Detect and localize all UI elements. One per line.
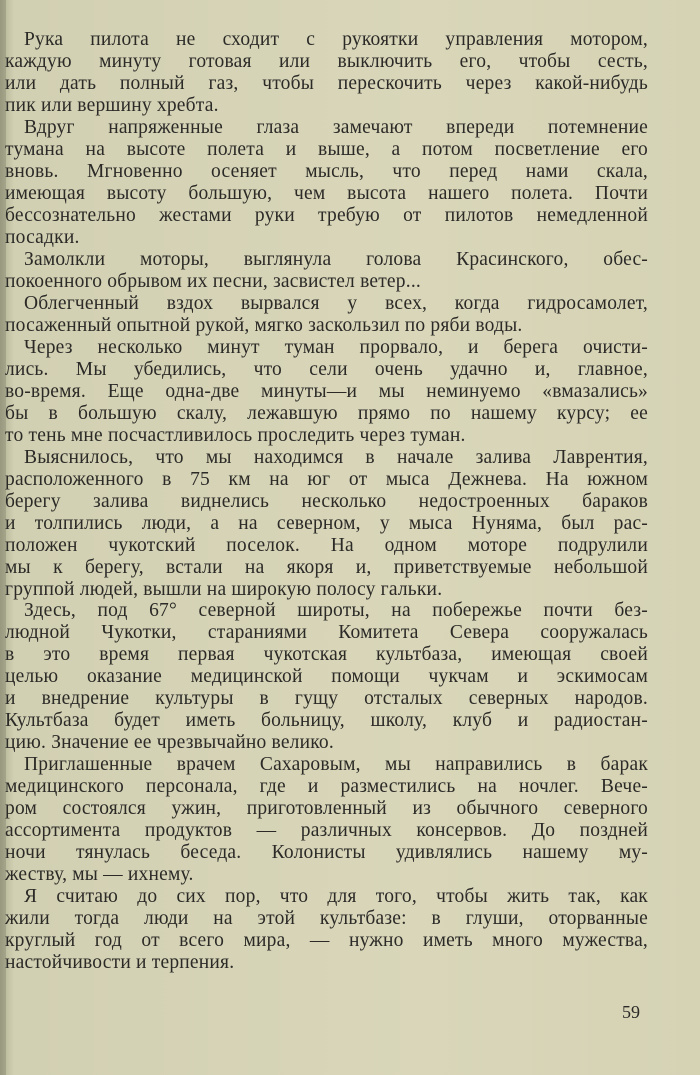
text-line: целью оказание медицинской помощи чукчам и эскимосам: [5, 666, 648, 688]
text-line: в это время первая чукотская культбаза, имеющая своей: [5, 644, 648, 666]
page-number: 59: [622, 1002, 640, 1022]
text-line: настойчивости и терпения.: [5, 952, 235, 974]
text-line: посадки.: [5, 226, 80, 248]
text-line: жеству, мы — ихнему.: [5, 864, 194, 886]
text-line: посаженный опытной рукой, мягко заскользил по ряби воды.: [5, 314, 523, 336]
text-line: положен чукотский поселок. На одном моторе подрулили: [5, 534, 648, 556]
text-line: Рука пилота не сходит с рукоятки управления мотором,: [24, 29, 648, 50]
text-line: бессознательно жестами руки требую от пилотов немедленной: [5, 204, 648, 226]
text-line: жили тогда люди на этой культбазе: в глуши, оторванные: [5, 908, 648, 930]
text-line: круглый год от всего мира, — нужно иметь много мужества,: [5, 930, 648, 952]
text-line: или дать полный газ, чтобы перескочить через какой-нибудь: [5, 72, 648, 94]
text-line: Облегченный вздох вырвался у всех, когда гидросамолет,: [24, 292, 648, 314]
text-line: тумана на высоте полета и выше, а потом посветление его: [5, 138, 648, 160]
text-line: лись. Мы убедились, что сели очень удачно и, главное,: [5, 358, 648, 380]
text-line: людной Чукотки, стараниями Комитета Севера сооружалась: [5, 622, 648, 644]
text-line: медицинского персонала, где и разместились на ночлег. Вече-: [5, 776, 648, 798]
text-line: Вдруг напряженные глаза замечают впереди потемнение: [24, 116, 648, 138]
text-line: цию. Значение ее чрезвычайно велико.: [5, 732, 334, 754]
text-line: вновь. Мгновенно осеняет мысль, что перед нами скала,: [5, 160, 648, 182]
text-line: Приглашенные врачем Сахаровым, мы направились в барак: [24, 754, 648, 776]
text-line: пик или вершину хребта.: [5, 94, 219, 116]
text-line: во-время. Еще одна-две минуты—и мы неминуемо «вмазались»: [5, 380, 648, 402]
text-line: бы в большую скалу, лежавшую прямо по нашему курсу; ее: [5, 402, 648, 424]
text-line: берегу залива виднелись несколько недостроенных бараков: [5, 490, 648, 512]
text-line: ассортимента продуктов — различных консервов. До поздней: [5, 820, 648, 842]
text-line: ром состоялся ужин, приготовленный из обычного северного: [5, 798, 648, 820]
text-line: ночи тянулась беседа. Колонисты удивлялись нашему му-: [5, 842, 648, 864]
text-line: Здесь, под 67° северной широты, на побережье почти без-: [24, 600, 648, 622]
text-line: группой людей, вышли на широкую полосу гальки.: [5, 578, 443, 600]
text-line: имеющая высоту большую, чем высота нашего полета. Почти: [5, 182, 648, 204]
text-line: Я считаю до сих пор, что для того, чтобы жить так, как: [24, 886, 648, 908]
text-line: Замолкли моторы, выглянула голова Красинского, обес-: [24, 248, 648, 270]
text-line: то тень мне посчастливилось проследить через туман.: [5, 424, 466, 446]
text-line: и толпились люди, а на северном, у мыса Нуняма, был рас-: [5, 512, 648, 534]
text-line: покоенного обрывом их песни, засвистел ветер...: [5, 270, 421, 292]
text-line: Культбаза будет иметь больницу, школу, клуб и радиостан-: [5, 710, 648, 732]
text-line: каждую минуту готовая или выключить его, чтобы сесть,: [5, 50, 648, 72]
text-line: и внедрение культуры в гущу отсталых северных народов.: [5, 688, 648, 710]
text-line: расположенного в 75 км на юг от мыса Дежнева. На южном: [5, 468, 648, 490]
text-line: Через несколько минут туман прорвало, и берега очисти-: [24, 336, 648, 358]
text-line: Выяснилось, что мы находимся в начале залива Лаврентия,: [24, 446, 648, 468]
text-line: мы к берегу, встали на якоря и, приветствуемые небольшой: [5, 556, 648, 578]
